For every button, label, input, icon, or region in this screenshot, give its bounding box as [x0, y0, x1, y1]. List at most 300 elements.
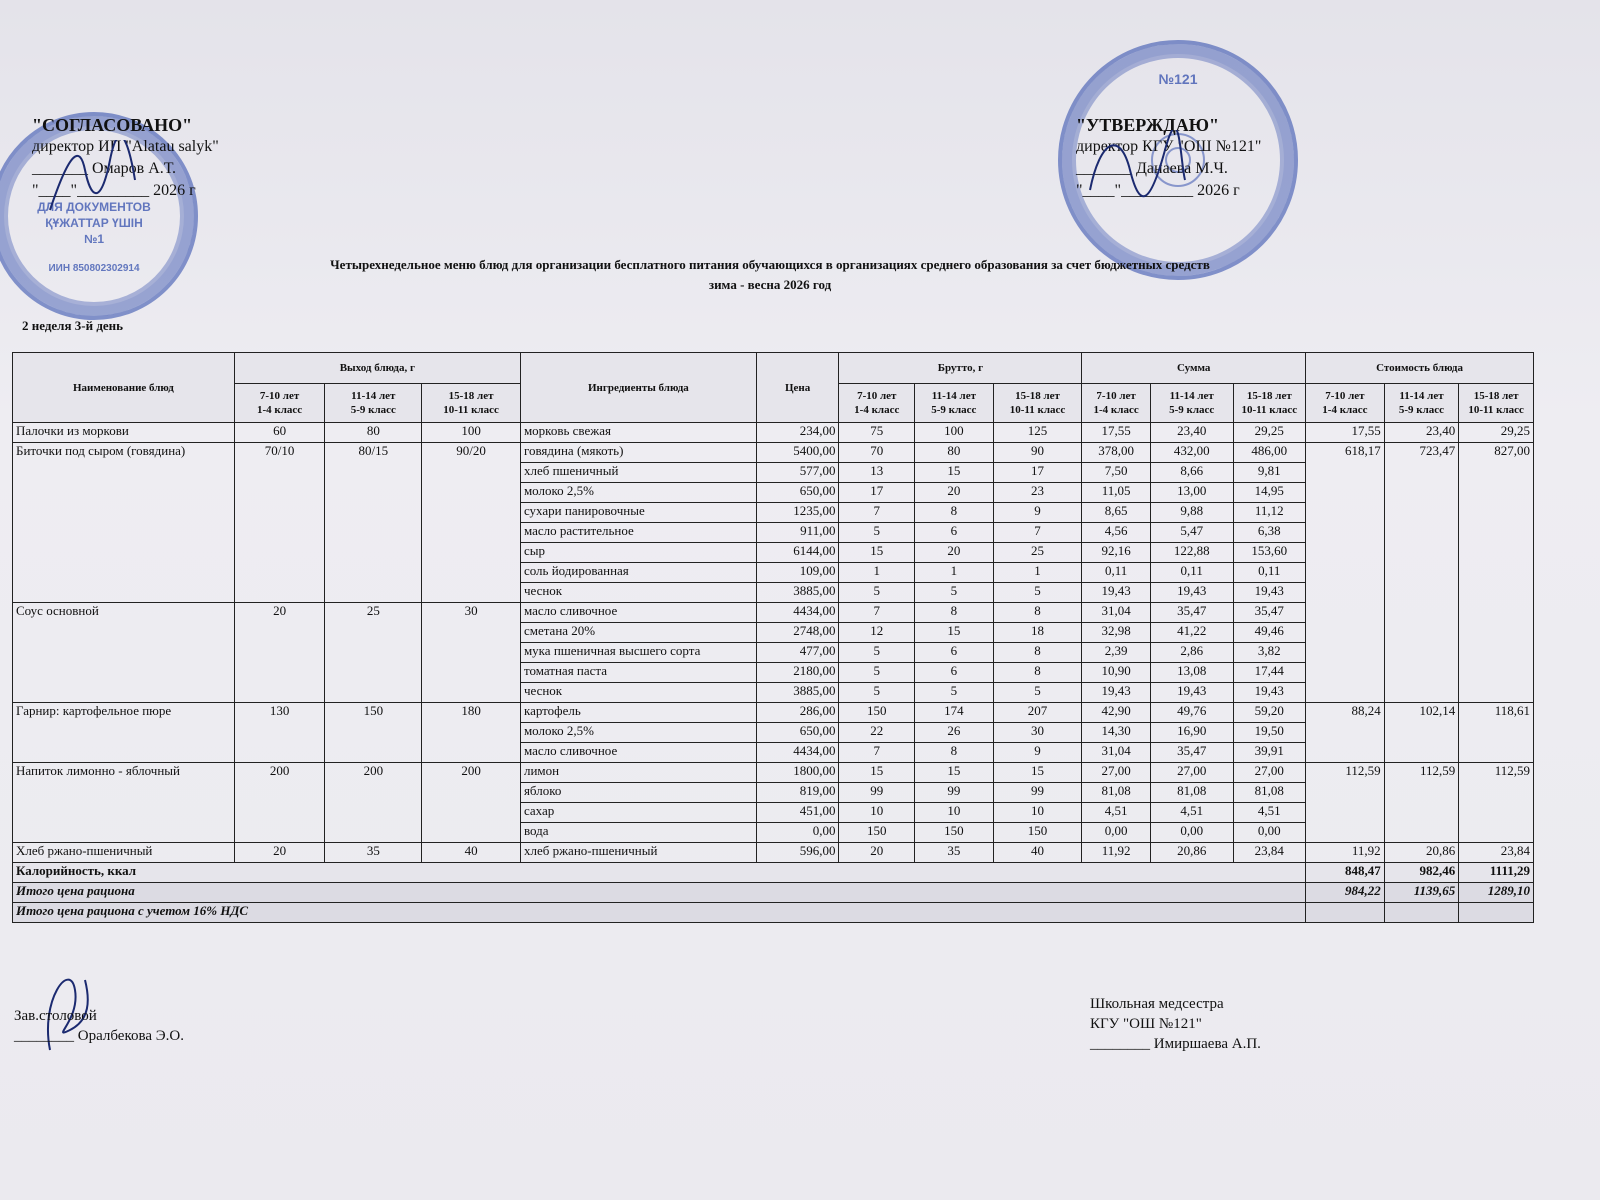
ingredient-sum: 81,08 [1233, 783, 1306, 803]
ingredient-sum: 153,60 [1233, 543, 1306, 563]
dish-cost: 17,55 [1306, 423, 1385, 443]
ingredient-sum: 27,00 [1082, 763, 1151, 783]
document-title-line2: зима - весна 2026 год [708, 277, 832, 292]
ingredient-brutto: 174 [915, 703, 994, 723]
ingredient-sum: 378,00 [1082, 443, 1151, 463]
table-row [13, 443, 1534, 463]
ingredient-sum: 39,91 [1233, 743, 1306, 763]
ingredient-brutto: 7 [839, 743, 915, 763]
footer-row [13, 863, 1534, 883]
grade-label: 5-9 класс [1398, 404, 1445, 416]
ingredient-brutto: 99 [993, 783, 1082, 803]
ingredient-name: вода [520, 823, 756, 843]
table-row [13, 703, 1534, 723]
ingredient-sum: 19,43 [1233, 583, 1306, 603]
ingredient-sum: 8,65 [1082, 503, 1151, 523]
ingredient-name: мука пшеничная высшего сорта [520, 643, 756, 663]
ingredient-brutto: 20 [839, 843, 915, 863]
header-brutto-age-1 [915, 384, 994, 423]
header-output-age-1 [325, 384, 422, 423]
ingredient-brutto: 8 [993, 643, 1082, 663]
header-sum: Сумма [1082, 353, 1306, 384]
document-title-line1: Четырехнедельное меню блюд для организации бесплатного питания обучающихся в организациях среднего образования за счет бюджетных средств [330, 257, 1210, 272]
ingredient-brutto: 23 [993, 483, 1082, 503]
ingredient-price: 5400,00 [756, 443, 839, 463]
ingredient-sum: 16,90 [1150, 723, 1233, 743]
ingredient-sum: 7,50 [1082, 463, 1151, 483]
ingredient-sum: 41,22 [1150, 623, 1233, 643]
approval-right-line2: _______ Данаева М.Ч. [1076, 160, 1228, 177]
ingredient-brutto: 15 [915, 463, 994, 483]
ingredient-sum: 122,88 [1150, 543, 1233, 563]
ingredient-price: 477,00 [756, 643, 839, 663]
ingredient-sum: 35,47 [1150, 743, 1233, 763]
dish-cost: 112,59 [1459, 763, 1534, 843]
dish-cost: 118,61 [1459, 703, 1534, 763]
ingredient-sum: 2,86 [1150, 643, 1233, 663]
dish-output: 30 [422, 603, 521, 703]
grade-label: 10-11 класс [1009, 404, 1066, 416]
ingredient-brutto: 9 [993, 503, 1082, 523]
ingredient-price: 3885,00 [756, 683, 839, 703]
ingredient-price: 3885,00 [756, 583, 839, 603]
footer-value: 984,22 [1306, 883, 1385, 903]
ingredient-price: 911,00 [756, 523, 839, 543]
ingredient-brutto: 8 [915, 743, 994, 763]
ingredient-sum: 8,66 [1150, 463, 1233, 483]
ingredient-name: молоко 2,5% [520, 483, 756, 503]
ingredient-sum: 31,04 [1082, 743, 1151, 763]
ingredient-brutto: 15 [915, 763, 994, 783]
ingredient-brutto: 5 [993, 683, 1082, 703]
ingredient-brutto: 9 [993, 743, 1082, 763]
dish-cost: 88,24 [1306, 703, 1385, 763]
age-label: 7-10 лет [857, 390, 897, 402]
ingredient-sum: 81,08 [1150, 783, 1233, 803]
header-output-age-0 [234, 384, 325, 423]
ingredient-brutto: 10 [993, 803, 1082, 823]
dish-name: Хлеб ржано-пшеничный [13, 843, 235, 863]
approval-left-title: "СОГЛАСОВАНО" [32, 115, 193, 135]
header-brutto-age-0 [839, 384, 915, 423]
signature-block-left [14, 1006, 184, 1046]
ingredient-brutto: 1 [993, 563, 1082, 583]
table-row [13, 603, 1534, 623]
header-sum-age-2 [1233, 384, 1306, 423]
ingredient-sum: 23,84 [1233, 843, 1306, 863]
ingredient-brutto: 5 [839, 683, 915, 703]
ingredient-sum: 49,46 [1233, 623, 1306, 643]
age-label: 15-18 лет [1473, 390, 1519, 402]
ingredient-brutto: 7 [993, 523, 1082, 543]
ingredient-sum: 35,47 [1233, 603, 1306, 623]
ingredient-sum: 11,92 [1082, 843, 1151, 863]
ingredient-name: соль йодированная [520, 563, 756, 583]
footer-value [1459, 903, 1534, 923]
ingredient-sum: 4,56 [1082, 523, 1151, 543]
ingredient-sum: 81,08 [1082, 783, 1151, 803]
dish-cost: 23,84 [1459, 843, 1534, 863]
header-brutto-age-2 [993, 384, 1082, 423]
ingredient-sum: 14,95 [1233, 483, 1306, 503]
ingredient-sum: 32,98 [1082, 623, 1151, 643]
dish-cost: 723,47 [1384, 443, 1459, 703]
ingredient-sum: 0,00 [1233, 823, 1306, 843]
dish-output: 40 [422, 843, 521, 863]
ingredient-sum: 19,43 [1150, 583, 1233, 603]
ingredient-sum: 14,30 [1082, 723, 1151, 743]
ingredient-sum: 0,11 [1233, 563, 1306, 583]
ingredient-price: 650,00 [756, 723, 839, 743]
ingredient-price: 819,00 [756, 783, 839, 803]
ingredient-name: масло сливочное [520, 603, 756, 623]
dish-cost: 29,25 [1459, 423, 1534, 443]
document-title [150, 255, 1390, 295]
stamp-left-text-3: №1 [83, 232, 105, 246]
ingredient-sum: 19,43 [1233, 683, 1306, 703]
grade-label: 10-11 класс [1241, 404, 1298, 416]
ingredient-brutto: 8 [993, 603, 1082, 623]
dish-output: 80/15 [325, 443, 422, 603]
ingredient-brutto: 17 [993, 463, 1082, 483]
ingredient-sum: 9,88 [1150, 503, 1233, 523]
ingredient-price: 286,00 [756, 703, 839, 723]
ingredient-brutto: 150 [993, 823, 1082, 843]
ingredient-sum: 49,76 [1150, 703, 1233, 723]
age-label: 11-14 лет [351, 390, 396, 402]
signature-right-role: Школьная медсестра [1090, 996, 1224, 1012]
stamp-left-text-1: ДЛЯ ДОКУМЕНТОВ [37, 200, 151, 214]
footer-value: 1111,29 [1459, 863, 1534, 883]
dish-name: Гарнир: картофельное пюре [13, 703, 235, 763]
ingredient-sum: 17,55 [1082, 423, 1151, 443]
ingredient-sum: 3,82 [1233, 643, 1306, 663]
age-label: 11-14 лет [1169, 390, 1214, 402]
ingredient-sum: 13,00 [1150, 483, 1233, 503]
ingredient-sum: 31,04 [1082, 603, 1151, 623]
header-cost: Стоимость блюда [1306, 353, 1534, 384]
age-label: 11-14 лет [1399, 390, 1444, 402]
ingredient-brutto: 5 [839, 663, 915, 683]
signature-left-name: ________ Оралбекова Э.О. [14, 1028, 185, 1044]
stamp-right-text: №121 [1158, 71, 1198, 87]
header-brutto: Брутто, г [839, 353, 1082, 384]
footer-row [13, 903, 1534, 923]
ingredient-sum: 19,43 [1082, 583, 1151, 603]
ingredient-brutto: 12 [839, 623, 915, 643]
grade-label: 5-9 класс [350, 404, 396, 416]
ingredient-sum: 17,44 [1233, 663, 1306, 683]
ingredient-name: картофель [520, 703, 756, 723]
ingredient-name: сахар [520, 803, 756, 823]
ingredient-sum: 9,81 [1233, 463, 1306, 483]
header-sum-age-1 [1150, 384, 1233, 423]
ingredient-brutto: 1 [839, 563, 915, 583]
signature-left-role: Зав.столовой [14, 1008, 97, 1024]
ingredient-sum: 13,08 [1150, 663, 1233, 683]
ingredient-brutto: 10 [839, 803, 915, 823]
approval-right-title: "УТВЕРЖДАЮ" [1076, 115, 1220, 135]
ingredient-sum: 11,12 [1233, 503, 1306, 523]
ingredient-brutto: 99 [915, 783, 994, 803]
age-label: 15-18 лет [1246, 390, 1292, 402]
grade-label: 1-4 класс [1093, 404, 1139, 416]
ingredient-brutto: 75 [839, 423, 915, 443]
ingredient-brutto: 6 [915, 643, 994, 663]
ingredient-brutto: 207 [993, 703, 1082, 723]
dish-name: Напиток лимонно - яблочный [13, 763, 235, 843]
ingredient-brutto: 1 [915, 563, 994, 583]
ingredient-brutto: 8 [915, 503, 994, 523]
dish-cost: 112,59 [1384, 763, 1459, 843]
table-row [13, 843, 1534, 863]
approval-left-line2: _______ Омаров А.Т. [32, 160, 176, 177]
ingredient-name: сухари панировочные [520, 503, 756, 523]
footer-value: 1289,10 [1459, 883, 1534, 903]
ingredient-brutto: 15 [839, 543, 915, 563]
ingredient-brutto: 18 [993, 623, 1082, 643]
footer-label: Калорийность, ккал [13, 863, 1306, 883]
ingredient-brutto: 15 [915, 623, 994, 643]
grade-label: 5-9 класс [1169, 404, 1215, 416]
ingredient-name: томатная паста [520, 663, 756, 683]
ingredient-sum: 4,51 [1150, 803, 1233, 823]
ingredient-sum: 6,38 [1233, 523, 1306, 543]
ingredient-price: 6144,00 [756, 543, 839, 563]
ingredient-sum: 5,47 [1150, 523, 1233, 543]
dish-output: 100 [422, 423, 521, 443]
approval-left-line1: директор ИП "Alatau salyk" [32, 138, 219, 155]
dish-cost: 102,14 [1384, 703, 1459, 763]
ingredient-brutto: 99 [839, 783, 915, 803]
ingredient-sum: 19,50 [1233, 723, 1306, 743]
ingredient-brutto: 15 [993, 763, 1082, 783]
ingredient-name: сметана 20% [520, 623, 756, 643]
signature-left-top [40, 140, 140, 220]
ingredient-brutto: 5 [839, 643, 915, 663]
week-day-label: 2 неделя 3-й день [22, 318, 124, 333]
footer-label: Итого цена рациона [13, 883, 1306, 903]
ingredient-brutto: 6 [915, 523, 994, 543]
menu-body [13, 423, 1534, 923]
grade-label: 1-4 класс [256, 404, 303, 416]
dish-output: 80 [325, 423, 422, 443]
header-ingredients: Ингредиенты блюда [520, 353, 756, 423]
dish-cost: 618,17 [1306, 443, 1385, 703]
dish-output: 20 [234, 843, 325, 863]
signature-right-name: ________ Имиршаева А.П. [1090, 1036, 1261, 1052]
ingredient-price: 650,00 [756, 483, 839, 503]
dish-output: 90/20 [422, 443, 521, 603]
ingredient-sum: 432,00 [1150, 443, 1233, 463]
age-label: 7-10 лет [1325, 390, 1365, 402]
dish-cost: 20,86 [1384, 843, 1459, 863]
ingredient-name: морковь свежая [520, 423, 756, 443]
ingredient-brutto: 6 [915, 663, 994, 683]
ingredient-name: говядина (мякоть) [520, 443, 756, 463]
age-label: 15-18 лет [1015, 390, 1060, 402]
ingredient-brutto: 80 [915, 443, 994, 463]
ingredient-brutto: 5 [993, 583, 1082, 603]
grade-label: 10-11 класс [1468, 404, 1524, 416]
header-output-age-2 [422, 384, 521, 423]
ingredient-sum: 59,20 [1233, 703, 1306, 723]
dish-name: Палочки из моркови [13, 423, 235, 443]
ingredient-brutto: 150 [839, 703, 915, 723]
ingredient-brutto: 25 [993, 543, 1082, 563]
ingredient-brutto: 30 [993, 723, 1082, 743]
dish-output: 150 [325, 703, 422, 763]
dish-output: 70/10 [234, 443, 325, 603]
ingredient-brutto: 7 [839, 503, 915, 523]
approval-right-line3: "____"_________ 2026 г [1076, 182, 1240, 199]
ingredient-sum: 19,43 [1082, 683, 1151, 703]
ingredient-sum: 486,00 [1233, 443, 1306, 463]
ingredient-brutto: 150 [915, 823, 994, 843]
ingredient-price: 0,00 [756, 823, 839, 843]
dish-output: 180 [422, 703, 521, 763]
dish-output: 20 [234, 603, 325, 703]
ingredient-name: яблоко [520, 783, 756, 803]
ingredient-sum: 19,43 [1150, 683, 1233, 703]
age-label: 15-18 лет [448, 390, 494, 402]
ingredient-sum: 27,00 [1233, 763, 1306, 783]
dish-cost: 112,59 [1306, 763, 1385, 843]
header-cost-age-2 [1459, 384, 1534, 423]
table-row [13, 423, 1534, 443]
ingredient-price: 109,00 [756, 563, 839, 583]
header-dish: Наименование блюд [13, 353, 235, 423]
ingredient-sum: 4,51 [1233, 803, 1306, 823]
ingredient-brutto: 20 [915, 483, 994, 503]
signature-right-org: КГУ "ОШ №121" [1090, 1016, 1202, 1032]
grade-label: 1-4 класс [854, 404, 900, 416]
ingredient-brutto: 35 [915, 843, 994, 863]
footer-value: 1139,65 [1384, 883, 1459, 903]
ingredient-price: 4434,00 [756, 603, 839, 623]
grade-label: 1-4 класс [1322, 404, 1368, 416]
approval-left-line3: "____"_________ 2026 г [32, 182, 196, 199]
age-label: 7-10 лет [259, 390, 300, 402]
ingredient-price: 577,00 [756, 463, 839, 483]
dish-output: 200 [234, 763, 325, 843]
ingredient-brutto: 8 [993, 663, 1082, 683]
ingredient-brutto: 8 [915, 603, 994, 623]
footer-value [1384, 903, 1459, 923]
dish-cost: 11,92 [1306, 843, 1385, 863]
age-label: 11-14 лет [931, 390, 976, 402]
ingredient-name: хлеб ржано-пшеничный [520, 843, 756, 863]
footer-row [13, 883, 1534, 903]
ingredient-price: 2748,00 [756, 623, 839, 643]
footer-value: 848,47 [1306, 863, 1385, 883]
ingredient-brutto: 10 [915, 803, 994, 823]
ingredient-price: 4434,00 [756, 743, 839, 763]
table-row [13, 763, 1534, 783]
ingredient-price: 1235,00 [756, 503, 839, 523]
ingredient-name: чеснок [520, 683, 756, 703]
ingredient-price: 451,00 [756, 803, 839, 823]
dish-cost: 827,00 [1459, 443, 1534, 703]
ingredient-sum: 20,86 [1150, 843, 1233, 863]
header-sum-age-0 [1082, 384, 1151, 423]
ingredient-brutto: 13 [839, 463, 915, 483]
ingredient-brutto: 22 [839, 723, 915, 743]
ingredient-sum: 42,90 [1082, 703, 1151, 723]
ingredient-sum: 29,25 [1233, 423, 1306, 443]
dish-output: 200 [325, 763, 422, 843]
ingredient-brutto: 5 [915, 683, 994, 703]
signature-block-right [1090, 994, 1261, 1054]
ingredient-sum: 11,05 [1082, 483, 1151, 503]
ingredient-price: 234,00 [756, 423, 839, 443]
footer-value [1306, 903, 1385, 923]
dish-cost: 23,40 [1384, 423, 1459, 443]
ingredient-brutto: 5 [839, 583, 915, 603]
ingredient-sum: 0,11 [1150, 563, 1233, 583]
dish-output: 60 [234, 423, 325, 443]
header-cost-age-1 [1384, 384, 1459, 423]
dish-output: 35 [325, 843, 422, 863]
dish-output: 130 [234, 703, 325, 763]
grade-label: 10-11 класс [443, 404, 499, 416]
ingredient-sum: 4,51 [1082, 803, 1151, 823]
header-output: Выход блюда, г [234, 353, 520, 384]
ingredient-sum: 35,47 [1150, 603, 1233, 623]
ingredient-brutto: 5 [915, 583, 994, 603]
ingredient-sum: 27,00 [1150, 763, 1233, 783]
footer-label: Итого цена рациона с учетом 16% НДС [13, 903, 1306, 923]
ingredient-brutto: 40 [993, 843, 1082, 863]
ingredient-name: чеснок [520, 583, 756, 603]
ingredient-sum: 0,00 [1150, 823, 1233, 843]
dish-name: Биточки под сыром (говядина) [13, 443, 235, 603]
ingredient-brutto: 15 [839, 763, 915, 783]
menu-table [12, 352, 1534, 923]
grade-label: 5-9 класс [931, 404, 977, 416]
ingredient-sum: 0,00 [1082, 823, 1151, 843]
ingredient-brutto: 20 [915, 543, 994, 563]
ingredient-name: молоко 2,5% [520, 723, 756, 743]
ingredient-brutto: 90 [993, 443, 1082, 463]
dish-name: Соус основной [13, 603, 235, 703]
signature-right-top [1080, 130, 1190, 210]
ingredient-brutto: 26 [915, 723, 994, 743]
ingredient-sum: 92,16 [1082, 543, 1151, 563]
footer-value: 982,46 [1384, 863, 1459, 883]
ingredient-name: масло сливочное [520, 743, 756, 763]
ingredient-brutto: 7 [839, 603, 915, 623]
header-cost-age-0 [1306, 384, 1385, 423]
dish-output: 200 [422, 763, 521, 843]
ingredient-name: сыр [520, 543, 756, 563]
ingredient-brutto: 100 [915, 423, 994, 443]
dish-output: 25 [325, 603, 422, 703]
ingredient-brutto: 70 [839, 443, 915, 463]
ingredient-name: хлеб пшеничный [520, 463, 756, 483]
ingredient-price: 1800,00 [756, 763, 839, 783]
approval-right-line1: директор КГУ "ОШ №121" [1076, 138, 1262, 155]
ingredient-price: 596,00 [756, 843, 839, 863]
ingredient-name: масло растительное [520, 523, 756, 543]
ingredient-price: 2180,00 [756, 663, 839, 683]
ingredient-sum: 0,11 [1082, 563, 1151, 583]
ingredient-brutto: 17 [839, 483, 915, 503]
ingredient-sum: 10,90 [1082, 663, 1151, 683]
stamp-left-text-2: ҚҰЖАТТАР ҮШІН [45, 216, 143, 230]
ingredient-sum: 2,39 [1082, 643, 1151, 663]
ingredient-sum: 23,40 [1150, 423, 1233, 443]
